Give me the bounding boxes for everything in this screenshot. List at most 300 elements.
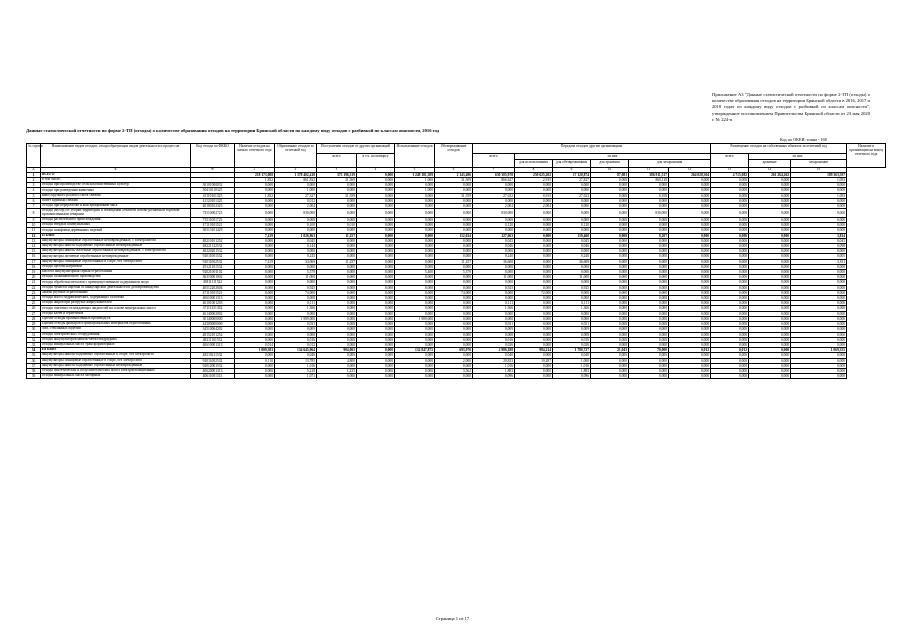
row-number-cell: 16: [27, 254, 41, 259]
value-cell: 0,000: [669, 285, 711, 290]
value-cell: 0,000: [629, 264, 669, 269]
waste-name-cell: отходы аккумуляторов никель-металлгидридных: [41, 337, 191, 342]
value-cell: 0,000: [791, 223, 847, 228]
waste-name-cell: отходы минеральных масел трансформаторных: [41, 342, 191, 347]
value-cell: 0,000: [669, 249, 711, 254]
value-cell: 0,045: [473, 238, 515, 243]
value-cell: 0,000: [669, 368, 711, 373]
value-cell: 0,000: [435, 332, 473, 337]
value-cell: 0,000: [669, 306, 711, 311]
value-cell: 5,379: [435, 270, 473, 275]
waste-name-cell: отходы бумаги и картона от канцелярской деятельности и делопроизводства: [41, 285, 191, 290]
value-cell: 5,400: [395, 270, 435, 275]
value-cell: 0,000: [669, 342, 711, 347]
value-cell: 0,000: [435, 316, 473, 321]
value-cell: 0,000: [435, 353, 473, 358]
waste-name-cell: Прочие отходы фильтров и фильтровальных материалов отработанных: [41, 322, 191, 327]
value-cell: 0,000: [235, 280, 275, 285]
value-cell: 0,000: [553, 296, 591, 301]
waste-name-cell: отходы гальванического производства: [41, 275, 191, 280]
value-cell: 0,000: [669, 280, 711, 285]
value-cell: 0,000: [711, 178, 749, 183]
value-cell: 0,000: [669, 301, 711, 306]
row-number-cell: 15: [27, 249, 41, 254]
value-cell: 0,000: [791, 332, 847, 337]
value-cell: 0,000: [591, 209, 629, 218]
value-cell: 0,000: [669, 178, 711, 183]
value-cell: 0,111: [473, 301, 515, 306]
value-cell: 0,000: [357, 204, 395, 209]
row-number-cell: 20: [27, 275, 41, 280]
table-row: [27, 374, 886, 379]
value-cell: 0,000: [791, 374, 847, 379]
row-number-cell: 6: [27, 198, 41, 203]
value-cell: 0,000: [711, 183, 749, 188]
value-cell: 0,000: [791, 363, 847, 368]
fkko-code-cell: 92012001532: [191, 363, 235, 368]
value-cell: 0,040: [473, 353, 515, 358]
value-cell: 0,000: [317, 264, 357, 269]
value-cell: 0,000: [515, 270, 553, 275]
value-cell: 0,014: [235, 342, 275, 347]
value-cell: 0,000: [235, 244, 275, 249]
fkko-code-cell: 40512202604: [191, 285, 235, 290]
value-cell: 2,004: [275, 204, 317, 209]
value-cell: 0,000: [749, 348, 791, 353]
value-cell: 0,000: [515, 316, 553, 321]
value-cell: 0,000: [395, 337, 435, 342]
value-cell: 0,000: [435, 209, 473, 218]
value-cell: 0,000: [395, 204, 435, 209]
value-cell: 70,000: [629, 348, 669, 353]
value-cell: 0,040: [553, 353, 591, 358]
value-cell: 0,000: [749, 183, 791, 188]
value-cell: 0,000: [711, 337, 749, 342]
value-cell: 0,005: [791, 254, 847, 259]
value-cell: 0,000: [317, 301, 357, 306]
value-cell: 0,000: [515, 254, 553, 259]
row-number-cell: 7: [27, 204, 41, 209]
value-cell: 0,000: [435, 342, 473, 347]
value-cell: 0,000: [235, 363, 275, 368]
value-cell: 0,000: [395, 233, 435, 238]
fkko-code-cell: 34510004202: [191, 327, 235, 332]
value-cell: 0,000: [553, 183, 591, 188]
value-cell: 0,000: [473, 198, 515, 203]
row-number-cell: 22: [27, 285, 41, 290]
value-cell: 0,000: [749, 228, 791, 233]
value-cell: 0,915: [515, 193, 553, 198]
value-cell: 0,000: [711, 254, 749, 259]
value-cell: 0,000: [669, 228, 711, 233]
value-cell: 0,000: [749, 259, 791, 264]
value-cell: 0,000: [629, 306, 669, 311]
value-cell: 0,000: [395, 306, 435, 311]
value-cell: 0,000: [473, 228, 515, 233]
value-cell: 0,000: [791, 368, 847, 373]
value-cell: 0,000: [711, 264, 749, 269]
value-cell: 0,000: [515, 296, 553, 301]
value-cell: 0,098: [791, 244, 847, 249]
waste-name-cell: лом, стеклянных изделий: [41, 327, 191, 332]
value-cell: 0,000: [749, 280, 791, 285]
value-cell: 0,000: [629, 188, 669, 193]
value-cell: 0,000: [791, 296, 847, 301]
fkko-code-cell: 92011002532: [191, 259, 235, 264]
value-cell: 1 989,000: [395, 316, 435, 321]
value-cell: 11,000: [553, 275, 591, 280]
value-cell: 0,000: [749, 204, 791, 209]
value-cell: 0,000: [749, 233, 791, 238]
column-number-cell: 1: [235, 168, 275, 173]
value-cell: 20,823: [473, 358, 515, 363]
fkko-code-cell: 47110101521: [191, 223, 235, 228]
value-cell: 0,000: [473, 311, 515, 316]
unit-note: Код по ОКЕИ: тонна - 168: [780, 137, 827, 142]
row-number-cell: 24: [27, 296, 41, 301]
waste-name-cell: кислота аккумуляторная серная отработанная: [41, 270, 191, 275]
value-cell: 0,000: [357, 228, 395, 233]
value-cell: 189 363,597: [791, 172, 847, 177]
fkko-code-cell: 40180102325: [191, 204, 235, 209]
header-cell: Обезвреживание отходов: [435, 144, 473, 168]
value-cell: 0,012: [275, 342, 317, 347]
value-cell: 0,000: [749, 285, 791, 290]
value-cell: 0,000: [629, 228, 669, 233]
value-cell: 0,000: [235, 327, 275, 332]
value-cell: 0,000: [553, 209, 591, 218]
value-cell: 0,000: [317, 249, 357, 254]
value-cell: 0,000: [435, 218, 473, 223]
value-cell: 0,000: [357, 348, 395, 353]
value-cell: 0,000: [711, 332, 749, 337]
value-cell: 0,000: [275, 264, 317, 269]
fkko-code-cell: 40610001313: [191, 296, 235, 301]
value-cell: 0,000: [235, 296, 275, 301]
value-cell: 74,000: [435, 290, 473, 295]
value-cell: 0,000: [711, 188, 749, 193]
value-cell: 0,000: [357, 188, 395, 193]
waste-name-cell: помет куриный свежий: [41, 198, 191, 203]
value-cell: 0,120: [553, 223, 591, 228]
value-cell: 0,000: [395, 374, 435, 379]
header-cell: Размещение отходов на собственных объектах за отчетный год: [711, 144, 847, 154]
value-cell: 0,000: [553, 290, 591, 295]
value-cell: 0,000: [435, 223, 473, 228]
value-cell: 0,000: [629, 218, 669, 223]
value-cell: 0,000: [591, 238, 629, 243]
value-cell: 0,000: [435, 188, 473, 193]
value-cell: 0,000: [317, 327, 357, 332]
value-cell: 4,800: [317, 358, 357, 363]
value-cell: 0,000: [515, 233, 553, 238]
value-cell: 0,000: [711, 223, 749, 228]
value-cell: 31,509: [435, 178, 473, 183]
value-cell: 19,287: [515, 358, 553, 363]
value-cell: 0,000: [357, 198, 395, 203]
fkko-code-cell: 40611001313: [191, 374, 235, 379]
value-cell: 830,000: [275, 209, 317, 218]
value-cell: 3,562: [435, 368, 473, 373]
value-cell: 0,000: [515, 363, 553, 368]
value-cell: 0,000: [553, 228, 591, 233]
value-cell: 0,000: [591, 311, 629, 316]
value-cell: 0,000: [791, 198, 847, 203]
column-number-cell: 9: [553, 168, 591, 173]
value-cell: 0,000: [553, 316, 591, 321]
value-cell: 0,000: [591, 275, 629, 280]
value-cell: 0,000: [317, 290, 357, 295]
header-cell: Передача отходов другим организациям: [473, 144, 711, 154]
value-cell: 0,000: [357, 223, 395, 228]
value-cell: 0,000: [711, 270, 749, 275]
value-cell: 0,000: [395, 228, 435, 233]
value-cell: 1,016: [275, 363, 317, 368]
value-cell: 0,012: [669, 348, 711, 353]
value-cell: 0,000: [791, 322, 847, 327]
fkko-code-cell: 40620001313: [191, 368, 235, 373]
value-cell: 0,000: [515, 209, 553, 218]
header-cell: всего: [317, 154, 357, 168]
appendix-note: Приложение А3 "Данные статистической отчетности по форме 2-ТП (отходы) о количестве образования отходов на территории Брянской области в 2016, 2017 и 2018 годах по каждому виду отходов с разбивкой по классам опасности", утвержденное постановлением Правительства Брянской области от 23 мая 2020 г. № 224-п: [712, 92, 870, 122]
value-cell: 0,000: [711, 301, 749, 306]
value-cell: 0,000: [515, 327, 553, 332]
page-footer: Страница 1 из 17: [435, 616, 470, 621]
value-cell: 27,827: [553, 178, 591, 183]
value-cell: 0,000: [591, 218, 629, 223]
value-cell: 0,000: [357, 275, 395, 280]
value-cell: 0,240: [473, 254, 515, 259]
value-cell: 0,000: [591, 188, 629, 193]
fkko-code-cell: 47110101521: [191, 290, 235, 295]
value-cell: 0,000: [591, 259, 629, 264]
value-cell: 0,000: [395, 332, 435, 337]
column-number-cell: 2: [275, 168, 317, 173]
value-cell: 0,000: [791, 316, 847, 321]
value-cell: 0,000: [553, 198, 591, 203]
column-number-cell: 7: [473, 168, 515, 173]
header-cell: захоронение: [791, 160, 847, 168]
value-cell: 0,000: [357, 270, 395, 275]
header-cell: Использование отходов: [395, 144, 435, 168]
value-cell: 0,925: [473, 285, 515, 290]
value-cell: 0,000: [473, 183, 515, 188]
value-cell: 0,000: [591, 285, 629, 290]
value-cell: 0,000: [669, 374, 711, 379]
value-cell: 0,000: [515, 244, 553, 249]
value-cell: 0,000: [591, 353, 629, 358]
value-cell: 0,012: [711, 348, 749, 353]
value-cell: 0,000: [395, 193, 435, 198]
waste-name-cell: отходы (мусор) от уборки территории и помещений объектов оптово-розничной торговли промышленными товарами: [41, 209, 191, 218]
column-number-cell: В: [191, 168, 235, 173]
value-cell: 0,009: [553, 327, 591, 332]
fkko-code-cell: 46140002002: [191, 311, 235, 316]
value-cell: 1,883: [553, 368, 591, 373]
fkko-code-cell: 44300000000: [191, 322, 235, 327]
value-cell: 0,045: [791, 238, 847, 243]
value-cell: 27,327: [275, 193, 317, 198]
value-cell: 0,000: [435, 280, 473, 285]
header-cell: Наименование видов отходов, отходообразующих видов деятельности и процессов: [41, 144, 191, 168]
column-number-cell: 14: [749, 168, 791, 173]
value-cell: 0,000: [629, 244, 669, 249]
row-number-cell: 34: [27, 348, 41, 353]
value-cell: 0,000: [515, 223, 553, 228]
value-cell: 2,004: [515, 204, 553, 209]
value-cell: 11,000: [473, 275, 515, 280]
value-cell: 0,000: [711, 275, 749, 280]
value-cell: 0,000: [629, 311, 669, 316]
value-cell: 0,000: [669, 363, 711, 368]
value-cell: 0,000: [591, 374, 629, 379]
value-cell: 0,000: [473, 249, 515, 254]
value-cell: 0,000: [515, 332, 553, 337]
value-cell: 0,000: [317, 306, 357, 311]
value-cell: 0,000: [435, 306, 473, 311]
value-cell: 0,000: [591, 368, 629, 373]
value-cell: 0,000: [357, 172, 395, 177]
value-cell: 11,257: [317, 259, 357, 264]
fkko-code-cell: 48221122532: [191, 244, 235, 249]
value-cell: 904,065: [317, 348, 357, 353]
value-cell: 0,000: [749, 270, 791, 275]
value-cell: 0,000: [317, 238, 357, 243]
value-cell: 0,000: [591, 332, 629, 337]
value-cell: 0,000: [591, 327, 629, 332]
value-cell: 0,000: [669, 254, 711, 259]
value-cell: 0,000: [749, 264, 791, 269]
value-cell: 0,000: [629, 301, 669, 306]
value-cell: 860,118: [629, 178, 669, 183]
value-cell: 250 625,202: [515, 172, 553, 177]
value-cell: 0,000: [317, 280, 357, 285]
value-cell: 0,000: [629, 342, 669, 347]
value-cell: 0,000: [711, 322, 749, 327]
value-cell: 0,000: [515, 218, 553, 223]
value-cell: 0,000: [791, 311, 847, 316]
value-cell: 0,000: [395, 275, 435, 280]
waste-name-cell: Прочие отходы промышленных производств: [41, 316, 191, 321]
value-cell: 0,000: [749, 306, 791, 311]
value-cell: 0,000: [357, 259, 395, 264]
value-cell: 0,000: [629, 223, 669, 228]
column-number-cell: 15: [791, 168, 847, 173]
value-cell: 0,000: [629, 285, 669, 290]
waste-name-cell: аккумуляторы никель-кадмиевые отработанные неповрежденные: [41, 363, 191, 368]
value-cell: 0,000: [317, 254, 357, 259]
header-cell: Наличие отходов на начало отчетного года: [235, 144, 275, 168]
value-cell: 1,016: [553, 363, 591, 368]
value-cell: 0,000: [791, 209, 847, 218]
value-cell: 0,000: [749, 193, 791, 198]
value-cell: 11,257: [435, 259, 473, 264]
value-cell: 0,000: [629, 275, 669, 280]
value-cell: 0,000: [669, 218, 711, 223]
value-cell: 0,000: [235, 368, 275, 373]
value-cell: 2 143,496: [435, 172, 473, 177]
value-cell: 0,000: [669, 223, 711, 228]
value-cell: 0,000: [275, 311, 317, 316]
row-number-cell: 32: [27, 337, 41, 342]
value-cell: 0,000: [235, 228, 275, 233]
value-cell: 0,000: [553, 204, 591, 209]
value-cell: 0,000: [669, 233, 711, 238]
row-number-cell: 10: [27, 223, 41, 228]
value-cell: 0,000: [669, 311, 711, 316]
value-cell: 0,000: [473, 290, 515, 295]
value-cell: 27,632: [473, 193, 515, 198]
value-cell: 0,000: [791, 188, 847, 193]
value-cell: 0,040: [275, 353, 317, 358]
fkko-code-cell: 40610001313: [191, 342, 235, 347]
value-cell: 2,004: [473, 204, 515, 209]
value-cell: 0,000: [357, 244, 395, 249]
value-cell: 0,000: [395, 183, 435, 188]
value-cell: 31,559: [317, 193, 357, 198]
value-cell: 0,000: [357, 332, 395, 337]
value-cell: 0,000: [235, 301, 275, 306]
value-cell: 0,000: [749, 244, 791, 249]
value-cell: 0,000: [791, 285, 847, 290]
waste-name-cell: отходы шлифовки деревянных изделий: [41, 228, 191, 233]
header-cell: № строки: [27, 144, 41, 168]
value-cell: 0,000: [435, 337, 473, 342]
value-cell: 0,031: [553, 322, 591, 327]
value-cell: 0,000: [791, 280, 847, 285]
value-cell: 0,000: [235, 290, 275, 295]
value-cell: 0,000: [357, 374, 395, 379]
value-cell: 0,000: [791, 218, 847, 223]
value-cell: 0,000: [791, 337, 847, 342]
value-cell: 0,000: [591, 280, 629, 285]
row-number-cell: 23: [27, 290, 41, 295]
value-cell: 0,000: [357, 280, 395, 285]
value-cell: 3,811: [791, 259, 847, 264]
value-cell: 0,144: [275, 244, 317, 249]
value-cell: 0,000: [629, 198, 669, 203]
value-cell: 0,000: [473, 264, 515, 269]
value-cell: 74,000: [275, 290, 317, 295]
value-cell: 132 847,875: [395, 348, 435, 353]
value-cell: 0,000: [669, 209, 711, 218]
value-cell: 0,000: [711, 358, 749, 363]
value-cell: 0,000: [669, 183, 711, 188]
value-cell: 0,000: [317, 316, 357, 321]
waste-name-cell: аккумуляторы свинцовые отработанные в сборе, без электролита: [41, 358, 191, 363]
value-cell: 0,000: [749, 238, 791, 243]
value-cell: 0,009: [275, 327, 317, 332]
value-cell: 0,000: [669, 259, 711, 264]
value-cell: 0,000: [357, 301, 395, 306]
value-cell: 0,000: [515, 322, 553, 327]
value-cell: 0,000: [317, 209, 357, 218]
value-cell: 0,026: [553, 342, 591, 347]
value-cell: 0,000: [357, 218, 395, 223]
value-cell: 0,000: [591, 228, 629, 233]
value-cell: 1,071: [275, 374, 317, 379]
value-cell: 0,000: [395, 358, 435, 363]
value-cell: 0,000: [749, 223, 791, 228]
value-cell: 0,000: [357, 183, 395, 188]
value-cell: 866,627: [473, 178, 515, 183]
value-cell: 0,000: [749, 358, 791, 363]
value-cell: 0,000: [629, 368, 669, 373]
value-cell: 1,366: [275, 306, 317, 311]
value-cell: 0,000: [395, 327, 435, 332]
value-cell: 0,000: [515, 188, 553, 193]
waste-name-cell: отходы синтетических и полусинтетических масел электроизоляционных: [41, 368, 191, 373]
